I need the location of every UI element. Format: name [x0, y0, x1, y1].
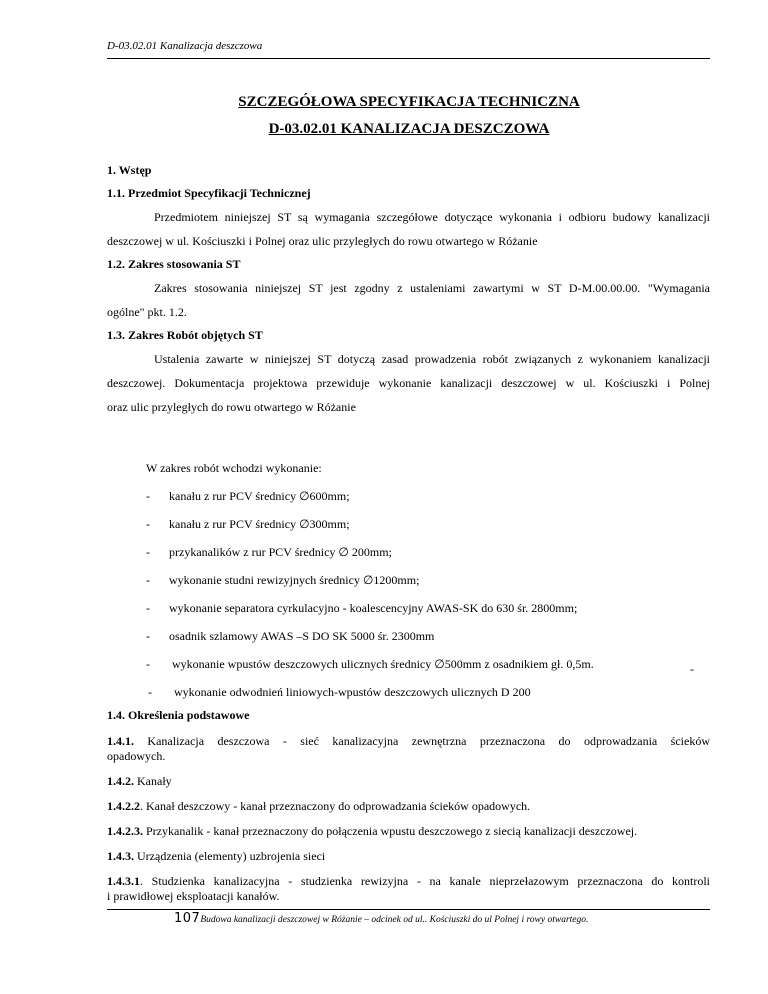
- trailing-dash: -: [690, 662, 694, 676]
- section-1-1-text-cont: deszczowej w ul. Kościuszki i Polnej oraz ulic przyległych do rowu otwartego w Różanie: [107, 234, 538, 248]
- list-dash: -: [146, 489, 150, 503]
- list-item: osadnik szlamowy AWAS –S DO SK 5000 śr. 2300mm: [169, 629, 435, 643]
- page-footer: [174, 911, 588, 926]
- section-1-1-text: Przedmiotem niniejszej ST są wymagania szczegółowe dotyczące wykonania i odbioru budowy kanalizacji: [154, 210, 710, 224]
- definition-number: 1.4.2.: [107, 774, 134, 788]
- definition-text: Kanały: [134, 774, 172, 788]
- page-number: 107: [174, 911, 201, 926]
- definition-1-4-1: [107, 734, 710, 749]
- list-dash: -: [146, 629, 150, 643]
- list-item: przykanalików z rur PCV średnicy ∅ 200mm;: [169, 545, 392, 559]
- list-dash: -: [146, 657, 150, 671]
- section-1-2-text: Zakres stosowania niniejszej ST jest zgodny z ustaleniami zawartymi w ST D-M.00.00.00. "Wymagania: [154, 281, 710, 295]
- footer-rule: [107, 909, 710, 910]
- list-dash: -: [146, 517, 150, 531]
- works-intro: W zakres robót wchodzi wykonanie:: [146, 461, 322, 475]
- list-item: kanału z rur PCV średnicy ∅600mm;: [169, 489, 350, 503]
- definition-text: . Studzienka kanalizacyjna - studzienka rewizyjna - na kanale nieprzełazowym przeznaczona do kontroli: [140, 874, 710, 888]
- section-1-3-heading: 1.3. Zakres Robót objętych ST: [107, 328, 263, 342]
- document-title: SZCZEGÓŁOWA SPECYFIKACJA TECHNICZNA: [238, 94, 580, 110]
- definition-text: Przykanalik - kanał przeznaczony do połączenia wpustu deszczowego z siecią kanalizacji deszczowej.: [143, 824, 638, 838]
- section-1-1-heading: 1.1. Przedmiot Specyfikacji Technicznej: [107, 186, 311, 200]
- list-dash: -: [146, 573, 150, 587]
- definition-text: Urządzenia (elementy) uzbrojenia sieci: [134, 849, 326, 863]
- definition-text: Kanalizacja deszczowa - sieć kanalizacyjna zewnętrzna przeznaczona do odprowadzania ścieków: [134, 734, 710, 748]
- definition-1-4-1-cont: opadowych.: [107, 749, 166, 763]
- definition-1-4-3: [107, 849, 325, 864]
- definition-1-4-2-2: [107, 799, 530, 814]
- list-item: wykonanie separatora cyrkulacyjno - koalescencyjny AWAS-SK do 630 śr. 2800mm;: [169, 601, 578, 615]
- header-rule: [107, 58, 710, 59]
- definition-text: . Kanał deszczowy - kanał przeznaczony do odprowadzania ścieków opadowych.: [140, 799, 531, 813]
- section-1-4-heading: 1.4. Określenia podstawowe: [107, 708, 250, 722]
- definition-number: 1.4.3.: [107, 849, 134, 863]
- section-1-3-text: Ustalenia zawarte w niniejszej ST dotyczą zasad prowadzenia robót związanych z wykonaniem kanalizacji: [154, 352, 710, 366]
- running-header: D-03.02.01 Kanalizacja deszczowa: [107, 40, 263, 52]
- definition-1-4-2: [107, 774, 172, 789]
- list-item: wykonanie odwodnień liniowych-wpustów deszczowych ulicznych D 200: [174, 685, 531, 699]
- list-item: kanału z rur PCV średnicy ∅300mm;: [169, 517, 350, 531]
- definition-number: 1.4.2.2: [107, 799, 140, 813]
- section-1-2-text-cont: ogólne" pkt. 1.2.: [107, 305, 187, 319]
- definition-number: 1.4.1.: [107, 734, 134, 748]
- document-subtitle: D-03.02.01 KANALIZACJA DESZCZOWA: [268, 121, 550, 137]
- list-dash: -: [148, 685, 152, 699]
- definition-1-4-3-1: [107, 874, 710, 889]
- footer-text: Budowa kanalizacji deszczowej w Różanie – odcinek od ul.. Kościuszki do ul Polnej i rowy otwartego.: [200, 915, 589, 925]
- definition-1-4-2-3: [107, 824, 637, 839]
- definition-number: 1.4.3.1: [107, 874, 140, 888]
- definition-1-4-3-1-cont: i prawidłowej eksploatacji kanałów.: [107, 889, 280, 903]
- list-dash: -: [146, 601, 150, 615]
- list-item: wykonanie wpustów deszczowych ulicznych średnicy ∅500mm z osadnikiem gł. 0,5m.: [172, 657, 594, 671]
- list-item: wykonanie studni rewizyjnych średnicy ∅1200mm;: [169, 573, 420, 587]
- list-dash: -: [146, 545, 150, 559]
- section-1-heading: 1. Wstęp: [107, 163, 152, 177]
- section-1-3-text-cont: deszczowej. Dokumentacja projektowa przewiduje wykonanie kanalizacji deszczowej w ul. Kościuszki i Polnej: [107, 376, 710, 390]
- section-1-2-heading: 1.2. Zakres stosowania ST: [107, 257, 241, 271]
- section-1-3-text-end: oraz ulic przyległych do rowu otwartego w Różanie: [107, 400, 356, 414]
- definition-number: 1.4.2.3.: [107, 824, 143, 838]
